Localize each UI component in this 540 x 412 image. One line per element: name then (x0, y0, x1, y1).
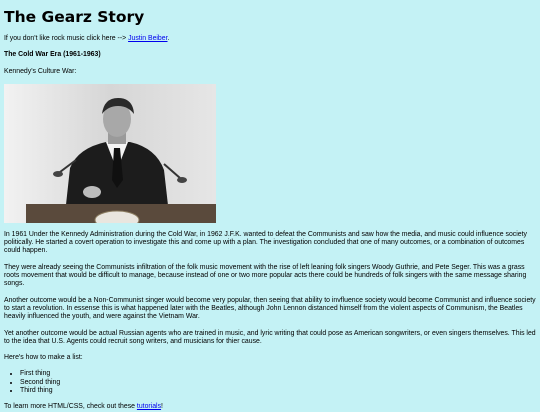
era-heading: The Cold War Era (1961-1963) (4, 51, 101, 59)
justin-beiber-link[interactable]: Justin Beiber (128, 35, 168, 42)
section-subtitle: Kennedy's Culture War: (4, 67, 77, 75)
list-item: • Second thing (20, 379, 536, 387)
list-item: • Third thing (20, 387, 536, 395)
footer-exclamation: ! (161, 403, 163, 411)
list-heading: Here's how to make a list: (4, 354, 83, 362)
footer-text: To learn more HTML/CSS, check out these (4, 403, 135, 411)
kennedy-press-conference-photo-icon (4, 84, 216, 223)
intro-text: If you don't like rock music click here --> (4, 35, 127, 42)
paragraph-1: In 1961 Under the Kennedy Administration during the Cold War, in 1962 J.F.K. wanted to defeat the Communists and saw how the media, and music could influence society politically. He started a covert operation to investigate this and come up with a plan. The investigation concluded that one of many outcomes, or a combination of outcomes could happen. (4, 230, 527, 255)
paragraph-4: Yet another outcome would be actual Russian agents who are trained in music, and lyric writing that could pose as American songwriters, or even singers themselves. This led to the idea that U.S. Agents could recruit song writers, and musicians for thier cause. (4, 329, 536, 345)
tutorials-link[interactable]: tutorials (136, 403, 162, 411)
paragraph-3: Another outcome would be a Non-Communist singer would become very popular, then seeing that ability to invfluence society would become Communist and influence society to start a revolution. In essense this is what happened later with the Beatles, although John Lennon distanced himself from the violent aspects of Communism, the Beatles heavily influenced the youth, and were against the Vietnam War. (4, 296, 536, 321)
kennedy-photo (4, 84, 216, 223)
sample-list (4, 370, 536, 395)
list-item: • First thing (20, 370, 536, 378)
page-title: The Gearz Story (4, 8, 145, 26)
intro-period: . (167, 35, 170, 42)
paragraph-2: They were already seeing the Communists infiltration of the folk music movement with the rise of left leaning folk singers Woody Guthrie, and Pete Seger. This was a grass roots movement that would be difficult to manage, because instead of one or two more popular acts there could be hundreds of folk singers with the same message sharing songs. (4, 263, 527, 288)
intro-line (4, 35, 536, 43)
